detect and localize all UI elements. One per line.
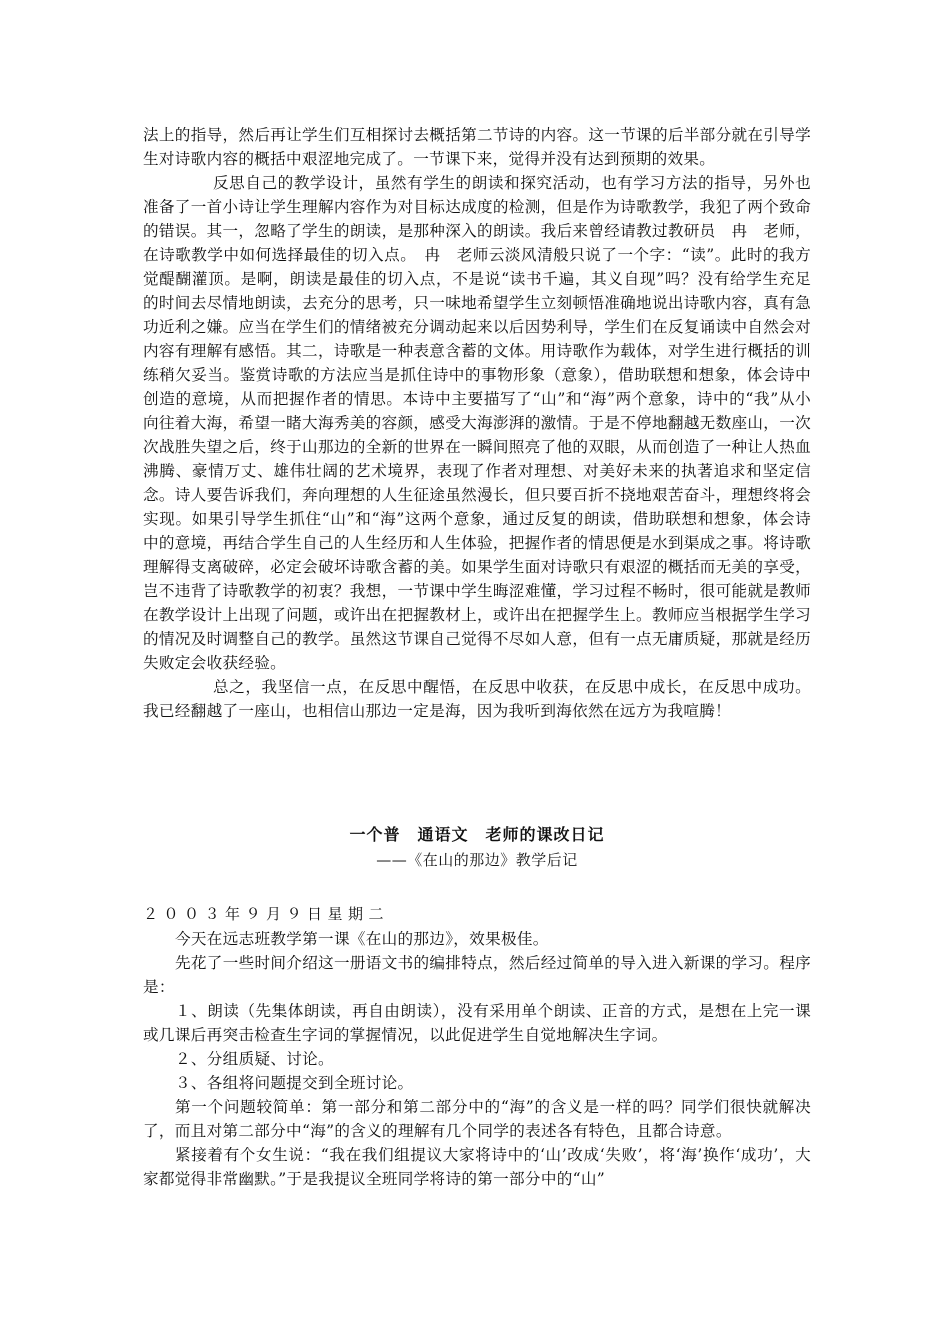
article-subtitle: ——《在山的那边》教学后记 xyxy=(376,851,578,869)
diary-paragraph-1: 今天在远志班教学第一课《在山的那边》，效果极佳。 xyxy=(175,930,549,948)
reflection-section xyxy=(143,123,811,723)
diary-paragraph-2: 先花了一些时间介绍这一册语文书的编排特点，然后经过简单的导入进入新课的学习。程序是： xyxy=(143,954,811,996)
diary-list-item-3: ３、各组将问题提交到全班讨论。 xyxy=(175,1074,414,1092)
diary-paragraph-3: 第一个问题较简单：第一部分和第二部分中的“海”的含义是一样的吗？同学们很快就解决了，而且对第二部分中“海”的含义的理解有几个同学的表述各有特色，且都合诗意。 xyxy=(143,1098,811,1140)
reflection-paragraph-3: 总之，我坚信一点，在反思中醒悟，在反思中收获，在反思中成长，在反思中成功。我已经翻越了一座山，也相信山那边一定是海，因为我听到海依然在远方为我喧腾！ xyxy=(143,678,811,720)
diary-paragraph-4: 紧接着有个女生说：“我在我们组提议大家将诗中的‘山’改成‘失败’，将‘海’换作‘成功’，大家都觉得非常幽默。”于是我提议全班同学将诗的第一部分中的“山” xyxy=(143,1146,811,1188)
article-title: 一个普 通语文 老师的课改日记 xyxy=(349,825,605,844)
diary-body xyxy=(143,927,811,1191)
diary-list-item-1: １、朗读（先集体朗读，再自由朗读），没有采用单个朗读、正音的方式，是想在上完一课或几课后再突击检查生字词的掌握情况，以此促进学生自觉地解决生字词。 xyxy=(143,1002,811,1044)
diary-list-item-2: ２、分组质疑、讨论。 xyxy=(175,1050,334,1068)
reflection-paragraph-1: 法上的指导，然后再让学生们互相探讨去概括第二节诗的内容。这一节课的后半部分就在引导学生对诗歌内容的概括中艰涩地完成了。一节课下来，觉得并没有达到预期的效果。 xyxy=(143,126,811,168)
reflection-paragraph-2: 反思自己的教学设计，虽然有学生的朗读和探究活动，也有学习方法的指导，另外也准备了一首小诗让学生理解内容作为对目标达成度的检测，但是作为诗歌教学，我犯了两个致命的错误。其一，忽略了学生的朗读，是那种深入的朗读。我后来曾经请教过教研员 冉 老师，在诗歌教学中如何选择最佳的切入点。 冉 老师云淡风清般只说了一个字：“读”。此时的我方觉醍醐灌顶。是啊，朗读是最佳的切入点，不是说“读书千遍，其义自现”吗？没有给学生充足的时间去尽情地朗读，去充分的思考，只一味地希望学生立刻顿悟准确地说出诗歌内容，真有急功近利之嫌。应当在学生们的情绪被充分调动起来以后因势利导，学生们在反复诵读中自然会对内容有理解有感悟。其二，诗歌是一种表意含蓄的文体。用诗歌作为载体，对学生进行概括的训练稍欠妥当。鉴赏诗歌的方法应当是抓住诗中的事物形象（意象），借助联想和想象，体会诗中创造的意境，从而把握作者的情思。本诗中主要描写了“山”和“海”两个意象，诗中的“我”从小向往着大海，希望一睹大海秀美的容颜，感受大海澎湃的激情。于是不停地翻越无数座山，一次次战胜失望之后，终于山那边的全新的世界在一瞬间照亮了他的双眼，从而创造了一种让人热血沸腾、豪情万丈、雄伟壮阔的艺术境界，表现了作者对理想、对美好未来的执著追求和坚定信念。诗人要告诉我们，奔向理想的人生征途虽然漫长，但只要百折不挠地艰苦奋斗，理想终将会实现。如果引导学生抓住“山”和“海”这两个意象，通过反复的朗读，借助联想和想象，体会诗中的意境，再结合学生自己的人生经历和人生体验，把握作者的情思便是水到渠成之事。将诗歌理解得支离破碎，必定会破坏诗歌含蓄的美。如果学生面对诗歌只有艰涩的概括而无美的享受，岂不违背了诗歌教学的初衷？我想，一节课中学生晦涩难懂，学习过程不畅时，很可能就是教师在教学设计上出现了问题，或许出在把握教材上，或许出在把握学生上。教师应当根据学生学习的情况及时调整自己的教学。虽然这节课自己觉得不尽如人意，但有一点无庸质疑，那就是经历失败定会收获经验。 xyxy=(143,174,811,672)
diary-date: ２００３年９月９日星期二 xyxy=(143,905,390,923)
